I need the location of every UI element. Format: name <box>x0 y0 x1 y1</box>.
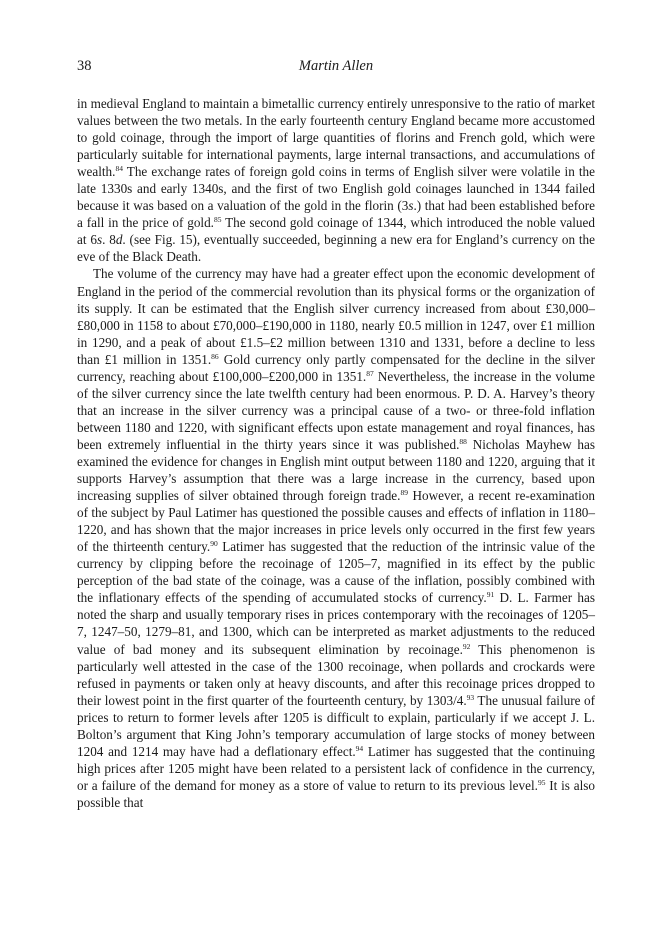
footnote-ref: 86 <box>211 351 219 361</box>
footnote-ref: 89 <box>400 488 408 498</box>
text-run: The second gold coinage of 1344, which introduced the noble valued at 6 <box>77 215 595 248</box>
paragraph-2 <box>77 265 595 811</box>
italic-run: s <box>408 198 414 214</box>
footnote-ref: 95 <box>537 777 546 787</box>
text-run: D. L. Farmer has noted the sharp and usually temporary rises in prices contemporary with the recoinages of 1205–7, 1247–50, 1279–81, and 1300, which can be interpreted as market adjustments to the reduced value of bad money and its subsequent elimination by recoinage. <box>77 590 595 657</box>
text-run: Latimer has suggested that the continuing high prices after 1205 might have been related to a persistent lack of confidence in the currency, or a failure of the demand for money as a store of value to return to its previous level. <box>77 743 595 793</box>
text-run: However, a recent re-examination of the subject by Paul Latimer has questioned the possible causes and effects of inflation in 1180–1220, and has shown that the major increases in price levels only occurred in the first few years of the thirteenth century. <box>77 488 596 555</box>
page-header <box>77 58 595 78</box>
text-run: The exchange rates of foreign gold coins in terms of English silver were volatile in the late 1330s and early 1340s, and the first of two English gold coinages launched in 1344 failed because it was based on a valuation of the gold in the florin ( <box>77 164 595 214</box>
text-run: This phenomenon is particularly well attested in the case of the 1300 recoinage, when pollards and crockards were refused in payments or taken only at heavy discounts, and after this recoinage prices dropped to their lowest point in the first quarter of the fourteenth century, by 1303/4. <box>77 641 595 708</box>
footnote-ref: 93 <box>466 692 475 702</box>
italic-run: d <box>115 232 123 248</box>
italic-run: s <box>96 232 103 248</box>
footnote-ref: 85 <box>213 215 222 225</box>
text-run: .) that had been established before a fall in the price of gold. <box>77 198 595 231</box>
paragraph-1 <box>77 95 595 265</box>
footnote-ref: 84 <box>115 164 123 174</box>
text-run: in medieval England to maintain a bimetallic currency entirely unresponsive to the ratio of market values between the two metals. In the early fourteenth century England became more accustomed to gold coinage, through the import of large quantities of florins and French gold, which were particularly suitable for international payments, large internal transactions, and accumulations of wealth. <box>77 96 595 180</box>
running-head: Martin Allen <box>298 58 374 74</box>
footnote-ref: 90 <box>210 539 218 549</box>
text-run: It is also possible that <box>77 777 595 810</box>
footnote-ref: 87 <box>366 368 374 378</box>
footnote-ref: 94 <box>355 743 364 753</box>
text-run: . (see Fig. 15), eventually succeeded, beginning a new era for England’s currency on the eve of the Black Death. <box>77 232 595 265</box>
text-run: The volume of the currency may have had a greater effect upon the economic development of England in the period of the commercial revolution than its physical forms or the organization of its supply. It can be estimated that the English silver currency increased from about £30,000–£80,000 in 1158 to about £70,000–£190,000 in 1180, nearly £0.5 million in 1247, over £1 million in 1290, and a peak of about £1.5–£2 million between 1310 and 1331, before a decline to less than £1 million in 1351. <box>77 266 595 367</box>
text-run: Nicholas Mayhew has examined the evidence for changes in English mint output between 1180 and 1220, arguing that it supports Harvey’s assumption that there was a large increase in the currency, based upon increasing supplies of silver obtained through foreign trade. <box>77 436 595 504</box>
text-run: Nevertheless, the increase in the volume of the silver currency since the late twelfth century had been enormous. P. D. A. Harvey’s theory that an increase in the silver currency was a principal cause of a two- or three-fold inflation between 1180 and 1220, with significant effects upon estate management and royal finances, has been extremely influential in the thirty years since it was published. <box>77 368 595 452</box>
footnote-ref: 88 <box>459 436 467 446</box>
text-run: The unusual failure of prices to return to former levels after 1205 is difficult to explain, particularly if we accept J. L. Bolton’s argument that King John’s temporary accumulation of large stocks of money between 1204 and 1214 may have had a deflationary effect. <box>77 692 596 759</box>
text-run: . 8 <box>102 232 116 248</box>
footnote-ref: 91 <box>486 590 495 600</box>
text-run: Gold currency only partly compensated for the decline in the silver currency, reaching about £100,000–£200,000 in 1351. <box>77 351 595 384</box>
footnote-ref: 92 <box>462 641 471 651</box>
page-number: 38 <box>77 58 92 74</box>
text-run: Latimer has suggested that the reduction of the intrinsic value of the currency by clipping before the recoinage of 1205–7, magnified in its effect by the public perception of the bad state of the coinage, was a cause of the inflation, possibly combined with the inflationary effects of the spending of accumulated stocks of currency. <box>77 539 595 606</box>
text-run: 3 <box>401 198 409 214</box>
body-text <box>77 95 595 811</box>
